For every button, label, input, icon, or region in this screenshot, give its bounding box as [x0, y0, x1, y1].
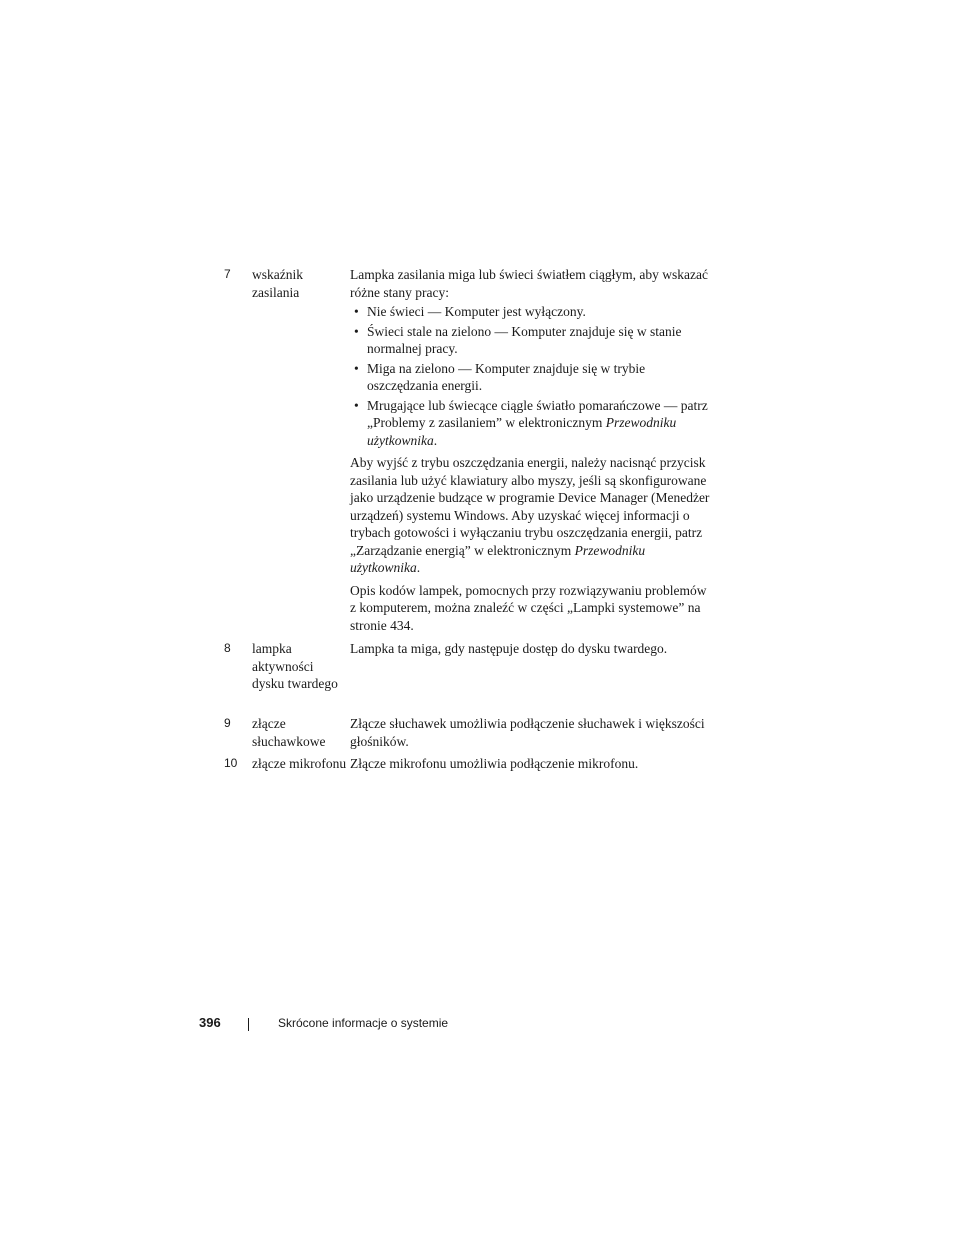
page-number: 396 [199, 1015, 221, 1030]
component-description: Złącze mikrofonu umożliwia podłączenie mikrofonu. [350, 756, 639, 771]
paragraph-text: Aby wyjść z trybu oszczędzania energii, należy nacisnąć przycisk zasilania lub użyć klawiatury albo myszy, jeśli są skonfigurowane jako urządzenie budzące w programie Device Manager (Menedżer urządzeń) systemu Windows. Aby uzyskać więcej informacji o trybach gotowości i wyłączaniu trybu oszczędzania energii, patrz „Zarządzanie energią” w elektronicznym [350, 455, 710, 558]
sentence-end: . [433, 432, 438, 448]
row-number: 8 [224, 641, 231, 655]
component-name: złącze słuchawkowe [252, 716, 326, 749]
diagnostic-lights-paragraph: Opis kodów lampek, pomocnych przy rozwiązywaniu problemów z komputerem, można znaleźć w części „Lampki systemowe” na stronie 434. [350, 582, 707, 633]
component-name: wskaźnik zasilania [252, 267, 303, 300]
status-list [350, 303, 715, 449]
sentence-end: . [416, 560, 421, 575]
manual-title-reference: Przewodniku użytkownika [350, 542, 646, 575]
row-number: 9 [224, 716, 231, 730]
manual-title-reference: Przewodniku użytkownika [367, 415, 677, 448]
list-item-text: Mrugające lub świecące ciągle światło pomarańczowe — patrz „Problemy z zasilaniem” w elektronicznym [367, 397, 708, 430]
list-item [350, 323, 715, 358]
component-name: złącze mikrofonu [252, 756, 347, 771]
list-item-text: Świeci stale na zielono — Komputer znajduje się w stanie normalnej pracy. [367, 323, 682, 356]
component-description: Złącze słuchawek umożliwia podłączenie słuchawek i większości głośników. [350, 716, 705, 749]
row-number: 7 [224, 267, 231, 281]
list-item-text: Nie świeci — Komputer jest wyłączony. [367, 304, 586, 319]
bullet-glyph: • [354, 304, 359, 319]
list-item [350, 303, 715, 321]
component-name: lampka aktywności dysku twardego [252, 641, 338, 691]
power-saving-paragraph [350, 454, 715, 577]
bullet-glyph: • [354, 323, 359, 339]
footer-divider [248, 1018, 249, 1031]
footer-section-title: Skrócone informacje o systemie [278, 1016, 449, 1030]
list-item [350, 360, 715, 395]
row-number: 10 [224, 756, 238, 770]
list-item-text: Miga na zielono — Komputer znajduje się w trybie oszczędzania energii. [367, 360, 646, 393]
bullet-glyph: • [354, 397, 359, 413]
bullet-glyph: • [354, 360, 359, 376]
component-description: Lampka ta miga, gdy następuje dostęp do dysku twardego. [350, 641, 668, 656]
list-item [350, 397, 715, 450]
description-intro: Lampka zasilania miga lub świeci światłem ciągłym, aby wskazać różne stany pracy: [350, 267, 709, 300]
component-description [350, 266, 715, 634]
